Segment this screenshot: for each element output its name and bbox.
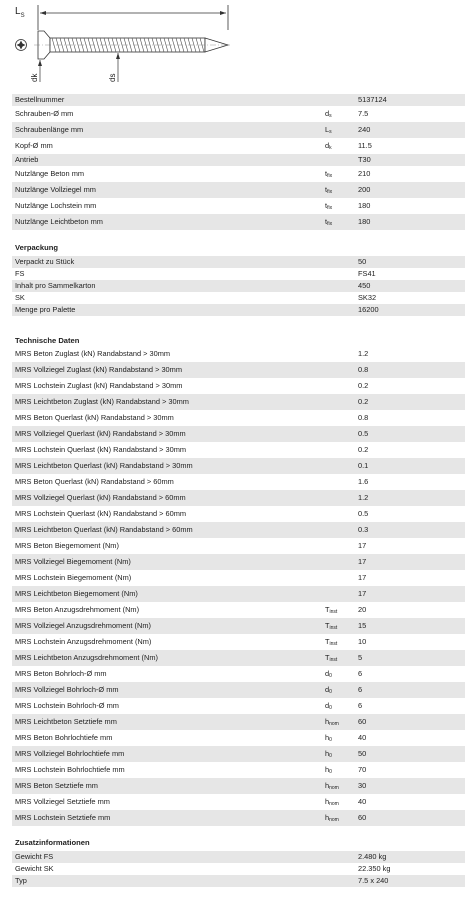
row-value: 10 [358, 637, 367, 646]
row-value: 17 [358, 541, 367, 550]
table-row [12, 378, 465, 394]
row-label: MRS Vollziegel Bohrloch-Ø mm [15, 685, 119, 694]
row-value: 50 [358, 749, 367, 758]
technical-table [12, 346, 465, 826]
row-label: MRS Beton Querlast (kN) Randabstand > 30mm [15, 413, 174, 422]
row-label: SK [15, 293, 25, 302]
table-row [12, 138, 465, 154]
row-label: Gewicht SK [15, 864, 54, 873]
row-symbol: $T_{inst}$ [325, 621, 338, 631]
row-label: MRS Leichtbeton Anzugsdrehmoment (Nm) [15, 653, 158, 662]
row-label: Nutzlänge Vollziegel mm [15, 185, 96, 194]
additional-table [12, 851, 465, 887]
row-symbol: $L_s$ [325, 125, 332, 135]
table-row [12, 198, 465, 214]
row-value: 30 [358, 781, 367, 790]
table-row [12, 762, 465, 778]
row-value: 70 [358, 765, 367, 774]
table-row [12, 426, 465, 442]
table-row [12, 268, 465, 280]
table-row [12, 214, 465, 230]
row-label: MRS Vollziegel Setztiefe mm [15, 797, 110, 806]
table-row [12, 863, 465, 875]
row-value: 0.2 [358, 381, 369, 390]
table-row [12, 474, 465, 490]
row-value: 20 [358, 605, 367, 614]
row-value: 0.3 [358, 525, 369, 534]
row-label: Gewicht FS [15, 852, 54, 861]
table-row [12, 304, 465, 316]
table-row [12, 682, 465, 698]
row-label: Nutzlänge Beton mm [15, 169, 85, 178]
row-symbol: $h_0$ [325, 765, 332, 775]
row-label: MRS Lochstein Bohrloch-Ø mm [15, 701, 119, 710]
row-label: MRS Beton Setztiefe mm [15, 781, 98, 790]
row-symbol: $d_s$ [325, 109, 332, 119]
row-symbol: $t_{fix}$ [325, 217, 333, 227]
table-row [12, 256, 465, 268]
table-row [12, 458, 465, 474]
row-label: MRS Lochstein Setztiefe mm [15, 813, 111, 822]
row-label: Nutzlänge Lochstein mm [15, 201, 97, 210]
table-row [12, 602, 465, 618]
row-value: 180 [358, 201, 371, 210]
row-value: 0.1 [358, 461, 369, 470]
row-value: 0.8 [358, 365, 369, 374]
table-row [12, 851, 465, 863]
row-value: 6 [358, 685, 363, 694]
row-value: 15 [358, 621, 367, 630]
table-row [12, 778, 465, 794]
row-label: Antrieb [15, 155, 39, 164]
row-value: 7.5 [358, 109, 369, 118]
table-row [12, 666, 465, 682]
table-row [12, 634, 465, 650]
spec-table [12, 94, 465, 230]
table-row [12, 346, 465, 362]
row-value: 40 [358, 733, 367, 742]
row-label: Schraubenlänge mm [15, 125, 84, 134]
table-row [12, 586, 465, 602]
row-value: 60 [358, 813, 367, 822]
table-row [12, 442, 465, 458]
torx-drive-icon [16, 40, 27, 51]
row-value: 450 [358, 281, 371, 290]
row-label: MRS Vollziegel Querlast (kN) Randabstand > 30mm [15, 429, 186, 438]
row-value: SK32 [358, 293, 377, 302]
row-label: Typ [15, 876, 27, 885]
row-label: Verpackt zu Stück [15, 257, 75, 266]
table-row [12, 875, 465, 887]
row-symbol: $h_0$ [325, 749, 332, 759]
table-row [12, 410, 465, 426]
table-row [12, 166, 465, 182]
row-label: MRS Lochstein Querlast (kN) Randabstand > 30mm [15, 445, 187, 454]
row-symbol: $T_{inst}$ [325, 637, 338, 647]
row-value: 0.5 [358, 509, 369, 518]
table-row [12, 698, 465, 714]
row-label: MRS Leichtbeton Querlast (kN) Randabstand > 60mm [15, 525, 193, 534]
row-label: MRS Lochstein Querlast (kN) Randabstand > 60mm [15, 509, 187, 518]
row-symbol: $h_{nom}$ [325, 797, 339, 807]
row-symbol: $h_{nom}$ [325, 813, 339, 823]
row-label: MRS Vollziegel Bohrlochtiefe mm [15, 749, 125, 758]
section-heading-additional: Zusatzinformationen [15, 838, 90, 847]
table-row [12, 506, 465, 522]
table-row [12, 394, 465, 410]
row-value: 1.2 [358, 493, 369, 502]
row-label: MRS Vollziegel Anzugsdrehmoment (Nm) [15, 621, 151, 630]
packaging-table [12, 256, 465, 316]
row-value: 0.8 [358, 413, 369, 422]
row-symbol: $h_{nom}$ [325, 781, 339, 791]
table-row [12, 182, 465, 198]
row-symbol: $d_0$ [325, 701, 332, 711]
row-value: 1.2 [358, 349, 369, 358]
row-value: 0.5 [358, 429, 369, 438]
row-value: 0.2 [358, 445, 369, 454]
table-row [12, 554, 465, 570]
length-label: $L_S$ [15, 6, 25, 19]
row-value: 0.2 [358, 397, 369, 406]
row-value: 210 [358, 169, 371, 178]
table-row [12, 538, 465, 554]
table-row [12, 280, 465, 292]
row-label: MRS Lochstein Biegemoment (Nm) [15, 573, 132, 582]
row-value: 17 [358, 557, 367, 566]
row-label: MRS Vollziegel Biegemoment (Nm) [15, 557, 131, 566]
row-label: MRS Beton Querlast (kN) Randabstand > 60mm [15, 477, 174, 486]
row-label: MRS Vollziegel Zuglast (kN) Randabstand > 30mm [15, 365, 182, 374]
row-label: MRS Beton Bohrlochtiefe mm [15, 733, 113, 742]
row-value: 6 [358, 669, 363, 678]
table-row [12, 154, 465, 166]
screw-drawing [0, 0, 471, 92]
row-value: 5137124 [358, 95, 387, 104]
row-symbol: $t_{fix}$ [325, 169, 333, 179]
table-row [12, 292, 465, 304]
row-symbol: $d_k$ [325, 141, 332, 151]
row-label: Menge pro Palette [15, 305, 76, 314]
row-value: 50 [358, 257, 367, 266]
row-label: Bestellnummer [15, 95, 65, 104]
row-label: MRS Leichtbeton Setztiefe mm [15, 717, 117, 726]
row-symbol: $T_{inst}$ [325, 605, 338, 615]
table-row [12, 362, 465, 378]
row-symbol: $T_{inst}$ [325, 653, 338, 663]
row-value: 1.6 [358, 477, 369, 486]
svg-text:dk: dk [30, 73, 39, 82]
table-row [12, 122, 465, 138]
row-label: Inhalt pro Sammelkarton [15, 281, 96, 290]
row-value: 60 [358, 717, 367, 726]
row-value: 200 [358, 185, 371, 194]
row-value: 16200 [358, 305, 379, 314]
row-label: MRS Beton Anzugsdrehmoment (Nm) [15, 605, 140, 614]
row-value: 7.5 x 240 [358, 876, 389, 885]
row-value: 180 [358, 217, 371, 226]
table-row [12, 810, 465, 826]
table-row [12, 522, 465, 538]
table-row [12, 730, 465, 746]
row-label: MRS Vollziegel Querlast (kN) Randabstand > 60mm [15, 493, 186, 502]
row-label: MRS Leichtbeton Zuglast (kN) Randabstand > 30mm [15, 397, 189, 406]
row-label: MRS Leichtbeton Querlast (kN) Randabstand > 30mm [15, 461, 193, 470]
row-value: 240 [358, 125, 371, 134]
row-label: FS [15, 269, 25, 278]
table-row [12, 746, 465, 762]
row-value: 5 [358, 653, 363, 662]
row-value: T30 [358, 155, 371, 164]
row-value: 17 [358, 573, 367, 582]
section-heading-technical: Technische Daten [15, 336, 80, 345]
row-symbol: $d_0$ [325, 669, 332, 679]
row-value: 11.5 [358, 141, 372, 150]
row-label: MRS Beton Bohrloch-Ø mm [15, 669, 107, 678]
row-label: Schrauben-Ø mm [15, 109, 74, 118]
table-row [12, 94, 465, 106]
row-label: MRS Beton Zuglast (kN) Randabstand > 30mm [15, 349, 171, 358]
table-row [12, 714, 465, 730]
row-value: 6 [358, 701, 363, 710]
row-value: FS41 [358, 269, 376, 278]
row-label: Kopf-Ø mm [15, 141, 53, 150]
row-symbol: $d_0$ [325, 685, 332, 695]
row-symbol: $h_{nom}$ [325, 717, 339, 727]
row-value: 40 [358, 797, 367, 806]
row-symbol: $h_0$ [325, 733, 332, 743]
row-value: 22.350 kg [358, 864, 391, 873]
row-symbol: $t_{fix}$ [325, 185, 333, 195]
table-row [12, 570, 465, 586]
section-heading-packaging: Verpackung [15, 243, 59, 252]
svg-text:ds: ds [108, 73, 117, 82]
row-value: 17 [358, 589, 367, 598]
row-label: MRS Leichtbeton Biegemoment (Nm) [15, 589, 138, 598]
row-label: Nutzlänge Leichtbeton mm [15, 217, 103, 226]
table-row [12, 794, 465, 810]
table-row [12, 106, 465, 122]
row-symbol: $t_{fix}$ [325, 201, 333, 211]
row-label: MRS Lochstein Anzugsdrehmoment (Nm) [15, 637, 152, 646]
row-label: MRS Lochstein Zuglast (kN) Randabstand > 30mm [15, 381, 183, 390]
row-label: MRS Beton Biegemoment (Nm) [15, 541, 119, 550]
table-row [12, 490, 465, 506]
table-row [12, 618, 465, 634]
row-label: MRS Lochstein Bohrlochtiefe mm [15, 765, 125, 774]
table-row [12, 650, 465, 666]
row-value: 2.480 kg [358, 852, 387, 861]
